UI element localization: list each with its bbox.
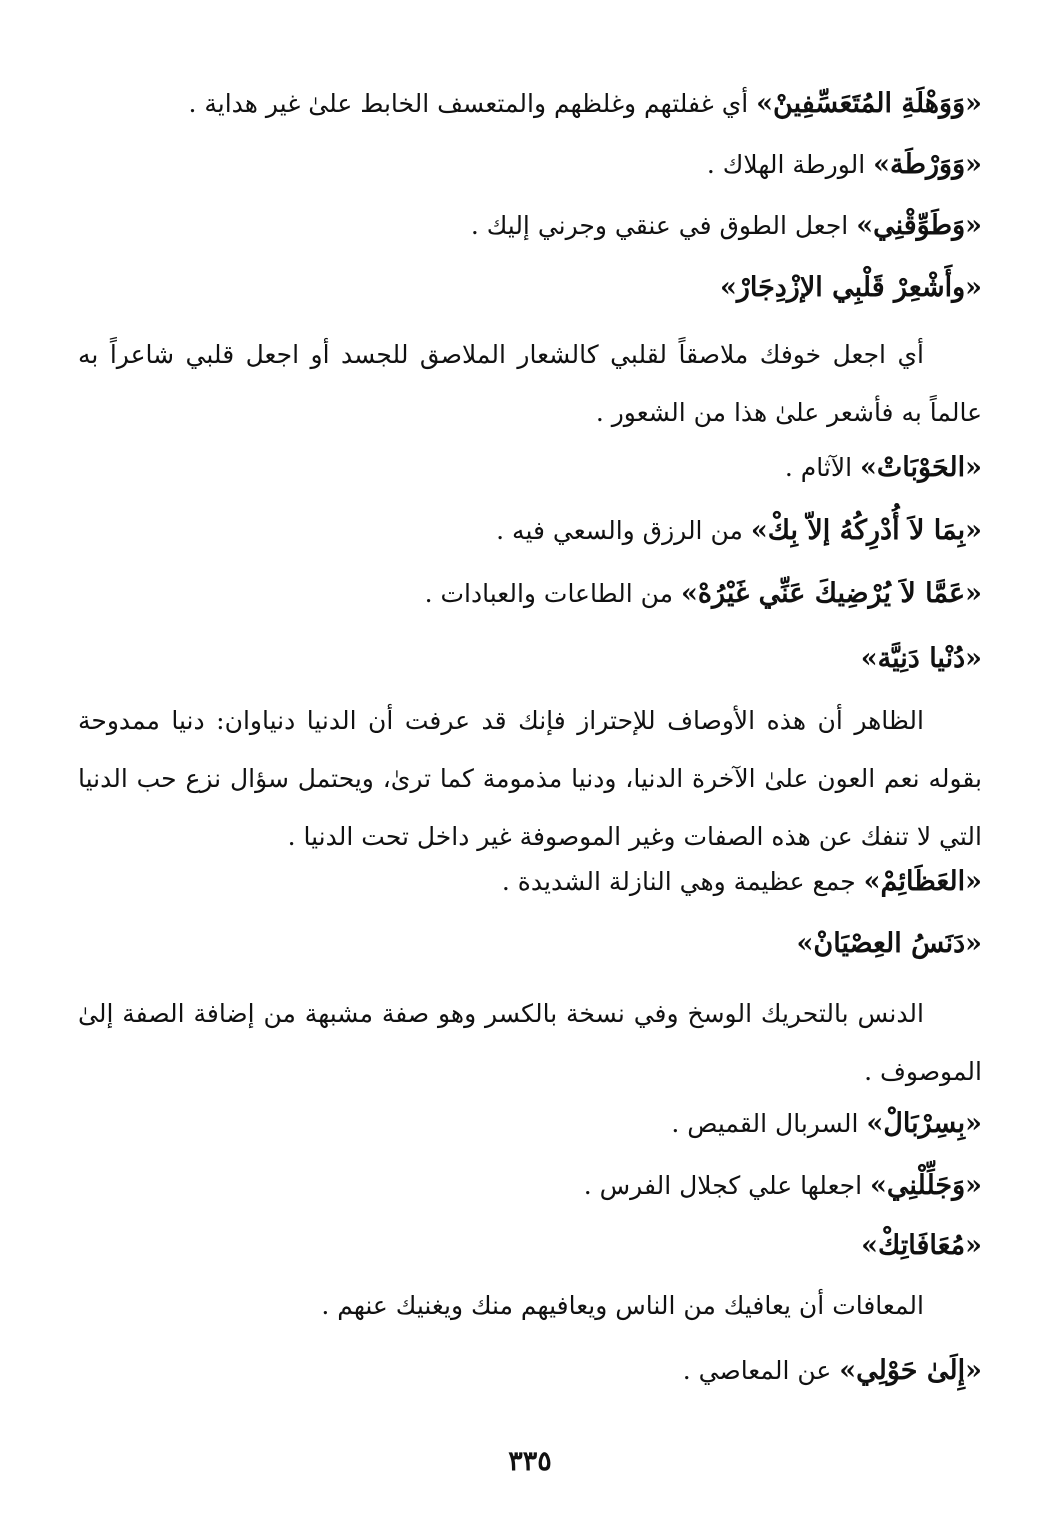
entry-term: «وأَشْعِرْ قَلْبِي الإزْدِجَارْ» [719,272,982,303]
entry-gloss: أي غفلتهم وغلظهم والمتعسف الخابط علىٰ غير هداية . [188,89,757,118]
entry-term: «عَمَّا لاَ يُرْضِيكَ عَنِّي غَيْرُهْ» [680,578,982,609]
entry-line [584,1172,982,1199]
entry-line [797,930,982,957]
entry-line [861,645,982,672]
entry-gloss: اجعلها علي كجلال الفرس . [583,1171,870,1200]
entry-gloss: الورطة الهلاك . [706,150,874,179]
entry-term: «دَنَسُ العِصْيَانْ» [796,928,982,959]
explanation-paragraph [78,692,982,866]
entry-gloss: من الرزق والسعي فيه . [496,516,751,545]
entry-line [683,1357,982,1384]
entry-term: «وَوَرْطَة» [873,149,982,180]
entry-line [707,151,982,178]
entry-line [861,1232,982,1259]
entry-term: «بِسِرْبَالْ» [866,1108,982,1139]
paragraph-text: أي اجعل خوفك ملاصقاً لقلبي كالشعار الملاصق للجسد أو اجعل قلبي شاعراً به عالماً به فأشعر علىٰ هذا من الشعور . [78,340,982,427]
explanation-paragraph [78,1277,982,1335]
paragraph-text: الظاهر أن هذه الأوصاف للإحتراز فإنك قد عرفت أن الدنيا دنياوان: دنيا ممدوحة بقوله نعم العون علىٰ الآخرة الدنيا، ودنيا مذمومة كما ترىٰ، ويحتمل سؤال نزع حب الدنيا التي لا تنفك عن هذه الصفات وغير الموصوفة غير داخل تحت الدنيا . [78,706,982,851]
paragraph-text: الدنس بالتحريك الوسخ وفي نسخة بالكسر وهو صفة مشبهة من إضافة الصفة إلىٰ الموصوف . [78,999,982,1086]
entry-line [785,454,982,481]
entry-gloss: السربال القميص . [671,1109,867,1138]
entry-line [502,868,982,895]
entry-gloss: الآثام . [784,453,860,482]
entry-line [471,212,982,239]
entry-term: «بِمَا لاَ أُدْرِكُهُ إلاّ بِكْ» [750,515,982,546]
explanation-paragraph [78,326,982,442]
entry-term: «دُنْيا دَنِيَّة» [860,643,982,674]
entry-term: «الحَوْبَاتْ» [859,452,982,483]
entry-gloss: اجعل الطوق في عنقي وجرني إليك . [470,211,857,240]
entry-term: «وَطَوِّقْنِي» [856,210,982,241]
entry-gloss: من الطاعات والعبادات . [424,579,681,608]
entry-term: «وَوَهْلَةِ المُتَعَسِّفِينْ» [756,88,982,119]
paragraph-text: المعافات أن يعافيك من الناس ويعافيهم منك ويغنيك عنهم . [321,1291,924,1320]
entry-term: «وَجَلِّلْنِي» [869,1170,982,1201]
page-number: ٣٣٥ [508,1446,552,1477]
entry-gloss: جمع عظيمة وهي النازلة الشديدة . [501,867,864,896]
explanation-paragraph [78,985,982,1101]
entry-term: «العَظَائِمْ» [863,866,982,897]
entry-line [188,90,982,117]
entry-line [425,580,982,607]
entry-term: «مُعَافَاتِكْ» [861,1230,982,1261]
entry-term: «إِلَىٰ حَوْلِي» [839,1355,982,1386]
entry-gloss: عن المعاصي . [682,1356,840,1385]
entry-line [720,274,982,301]
entry-line [671,1110,982,1137]
entry-line [496,517,982,544]
